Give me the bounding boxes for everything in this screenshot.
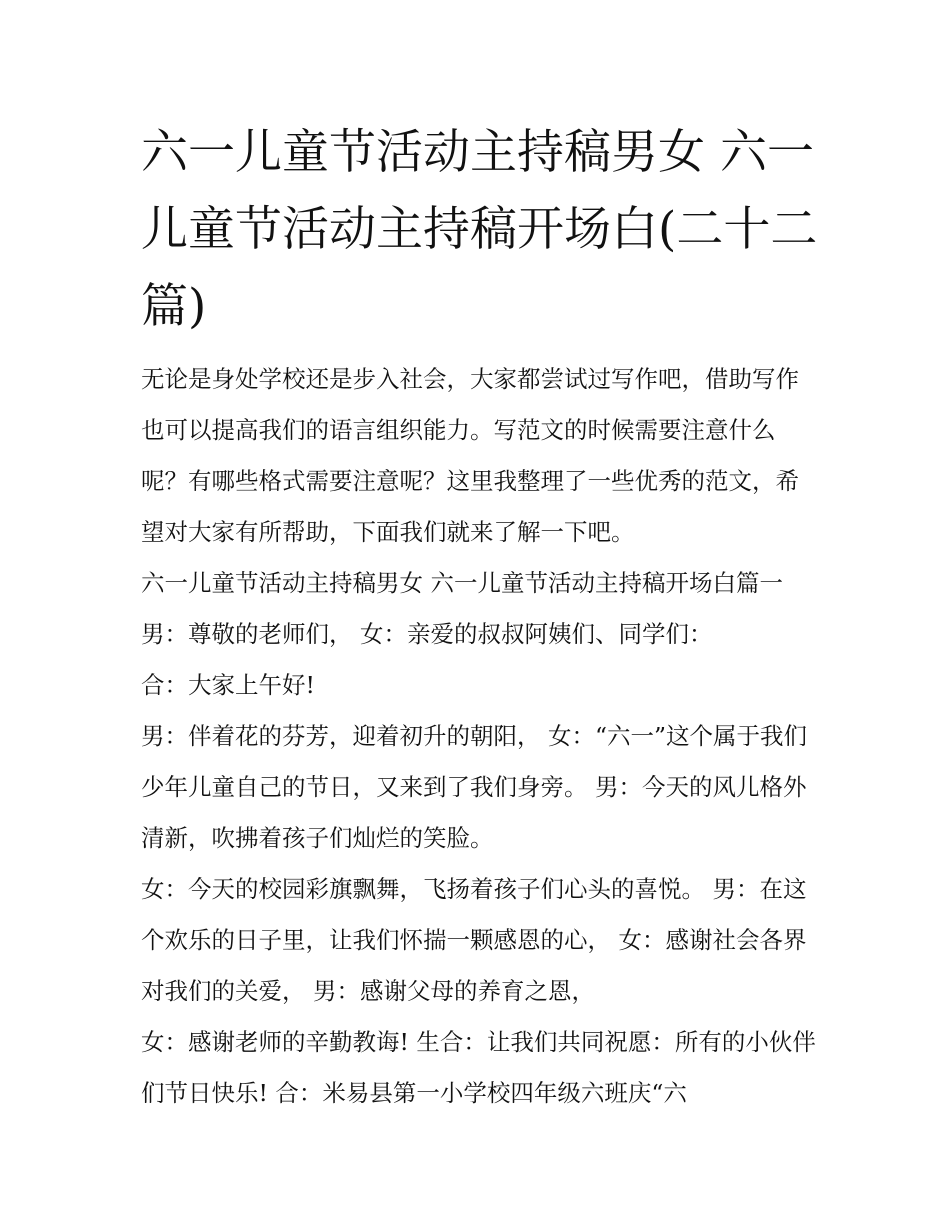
paragraph-opening: 男：伴着花的芬芳，迎着初升的朝阳， 女：“六一”这个属于我们少年儿童自己的节日，又来到了我们身旁。 男：今天的风儿格外清新，吹拂着孩子们灿烂的笑脸。 [141,722,807,852]
document-title: 六一儿童节活动主持稿男女 六一儿童节活动主持稿开场白(二十二篇) [141,125,818,334]
paragraph-section-heading: 六一儿童节活动主持稿男女 六一儿童节活动主持稿开场白篇一 男：尊敬的老师们， 女：亲爱的叔叔阿姨们、同学们： [141,569,783,648]
paragraph-gratitude: 女：今天的校园彩旗飘舞，飞扬着孩子们心头的喜悦。 男：在这个欢乐的日子里，让我们怀揣一颗感恩的心， 女：感谢社会各界对我们的关爱， 男：感谢父母的养育之恩， [141,875,807,1005]
paragraph-wishes: 女：感谢老师的辛勤教诲! 生合：让我们共同祝愿：所有的小伙伴们节日快乐! 合：米易县第一小学校四年级六班庆“六 [141,1028,816,1107]
paragraph-greeting: 合：大家上午好! [141,671,315,699]
document-body [141,354,817,1119]
paragraph-intro: 无论是身处学校还是步入社会，大家都尝试过写作吧，借助写作也可以提高我们的语言组织能力。写范文的时候需要注意什么呢？有哪些格式需要注意呢？这里我整理了一些优秀的范文，希望对大家有所帮助，下面我们就来了解一下吧。 [141,365,799,546]
